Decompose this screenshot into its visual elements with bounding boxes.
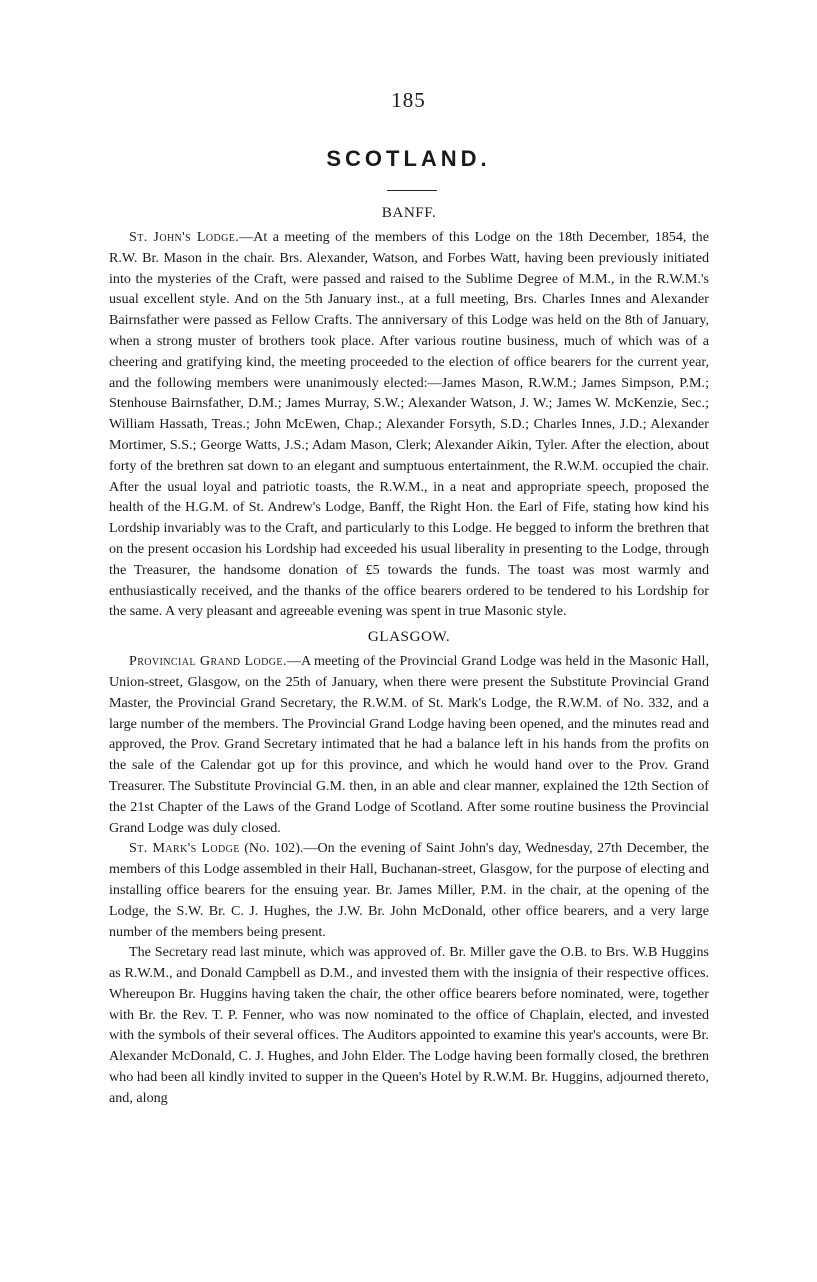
paragraph-text: —A meeting of the Provincial Grand Lodge was held in the Masonic Hall, Union-street, Glasgow, on the 25th of January, when there were present the Substitute Provincial Grand Master, the Provincial Grand Secretary, the R.W.M. of St. Mark's Lodge, the R.W.M. of No. 332, and a large number of the members. The Provincial Grand Lodge having been opened, and the minutes read and approved, the Prov. Grand Secretary intimated that he had a balance left in his hands from the profits on the sale of the Calendar got up for this province, and which he would hand over to the Prov. Grand Treasurer. The Substitute Provincial G.M. then, in an able and clear manner, explained the 12th Section of the 21st Chapter of the Laws of the Grand Lodge of Scotland. After some routine business the Provincial Grand Lodge was duly closed. [109,653,709,836]
paragraph-st-johns-lodge [109,227,709,622]
paragraph-lead: St. John's Lodge. [129,229,240,245]
paragraph-text: (No. 102).—On the evening of Saint John's day, Wednesday, 27th December, the members of this Lodge assembled in their Hall, Buchanan-street, Glasgow, for the purpose of electing and installing office bearers for the ensuing year. Br. James Miller, P.M. in the chair, at the opening of the Lodge, the S.W. Br. C. J. Hughes, the J.W. Br. John McDonald, other office bearers, and a very large number of the members being present. [109,840,710,940]
article-body [109,202,709,1109]
subheading-banff: BANFF. [381,204,437,221]
paragraph-provincial-grand-lodge [109,651,709,838]
paragraph-lead: Provincial Grand Lodge. [129,653,287,670]
title-divider [387,190,437,191]
section-title: SCOTLAND. [326,146,491,171]
paragraph-lead: St. Mark's Lodge [129,840,240,857]
paragraph-st-marks-lodge [109,838,709,942]
paragraph-text: The Secretary read last minute, which was approved of. Br. Miller gave the O.B. to Brs. W.B Huggins as R.W.M., and Donald Campbell as D.M., and invested them with the insignia of their respective offices. Whereupon Br. Huggins having taken the chair, the other office bearers before nominated, were, together with Br. the Rev. T. P. Fenner, who was now nominated to the office of Chaplain, elected, and invested with the symbols of their several offices. The Auditors appointed to examine this year's accounts, were Br. Alexander McDonald, C. J. Hughes, and John Elder. The Lodge having been formally closed, the brethren who had been all kindly invited to supper in the Queen's Hotel by R.W.M. Br. Huggins, adjourned thereto, and, along [109,944,709,1106]
paragraph-secretary-minute [109,942,709,1108]
subheading-glasgow: GLASGOW. [367,628,451,646]
page-number: 185 [391,88,426,112]
paragraph-text: —At a meeting of the members of this Lodge on the 18th December, 1854, the R.W. Br. Mason in the chair. Brs. Alexander, Watson, and Forbes Watt, having been previously initiated into the mysteries of the Craft, were passed and raised to the Sublime Degree of M.M., in the R.W.M.'s usual excellent style. And on the 5th January inst., at a full meeting, Brs. Charles Innes and Alexander Bairnsfather were passed as Fellow Crafts. The anniversary of this Lodge was held on the 8th of January, when a strong muster of brothers took place. After various routine business, much of which was of a cheering and gratifying kind, the meeting proceeded to the election of office bearers for the current year, and the following members were unanimously elected:—James Mason, R.W.M.; James Simpson, P.M.; Stenhouse Bairnsfather, D.M.; James Murray, S.W.; Alexander Watson, J. W.; James W. McKenzie, Sec.; William Hassath, Treas.; John McEwen, Chap.; Alexander Forsyth, S.D.; Charles Innes, J.D.; Alexander Mortimer, S.S.; George Watts, J.S.; Adam Mason, Clerk; Alexander Aikin, Tyler. After the election, about forty of the brethren sat down to an elegant and sumptuous entertainment, the R.W.M. occupied the chair. After the usual loyal and patriotic toasts, the R.W.M., in a neat and appropriate speech, proposed the health of the H.G.M. of St. Andrew's Lodge, Banff, the Right Hon. the Earl of Fife, stating how kind his Lordship invariably was to the Craft, and particularly to this Lodge. He begged to inform the brethren that on the present occasion his Lordship had exceeded his usual liberality in presenting to the Lodge, through the Treasurer, the handsome donation of £5 towards the funds. The toast was most warmly and enthusiastically received, and the thanks of the office bearers ordered to be tendered to his Lordship for the same. A very pleasant and agreeable evening was spent in true Masonic style. [109,229,709,620]
